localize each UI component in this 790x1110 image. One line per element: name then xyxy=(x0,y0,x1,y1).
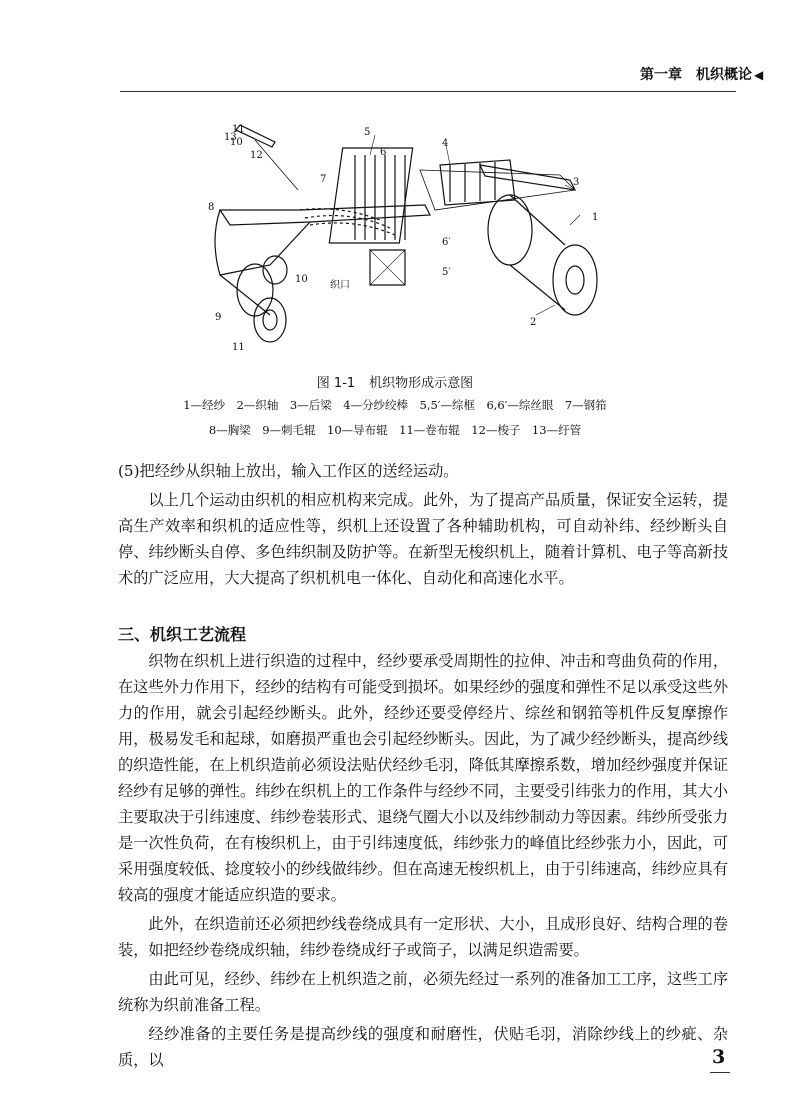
paragraph: 由此可见，经纱、纬纱在上机织造之前，必须先经过一系列的准备加工工序，这些工序统称为织前准备工程。 xyxy=(118,970,728,1014)
figure-label: 13 xyxy=(224,132,237,143)
figure-label: 1 xyxy=(592,212,599,223)
paragraph: 织物在织机上进行织造的过程中，经纱要承受周期性的拉伸、冲击和弯曲负荷的作用，在这些外力作用下，经纱的结构有可能受到损坏。如果经纱的强度和弹性不足以承受这些外力的作用，就会引起经纱断头。此外，经纱还要受停经片、综丝和钢筘等机件反复摩擦作用，极易发毛和起球，如磨损严重也会引起经纱断头。因此，为了减少经纱断头，提高纱线的织造性能，在上机织造前必须设法贴伏经纱毛羽，降低其摩擦系数，增加经纱强度并保证经纱有足够的弹性。纬纱在织机上的工作条件与经纱不同，主要受引纬张力的作用，其大小主要取决于引纬速度、纬纱卷装形式、退绕气圈大小以及纬纱制动力等因素。纬纱所受张力是一次性负荷，在有梭织机上，由于引纬速度低，纬纱张力的峰值比经纱张力小，因此，可采用强度较低、捻度较小的纱线做纬纱。但在高速无梭织机上，由于引纬速高，纬纱应具有较高的强度才能适应织造的要求。 xyxy=(118,652,728,904)
page-number-rule xyxy=(710,1072,730,1073)
figure-label: 5 xyxy=(364,127,371,138)
figure-label: 11 xyxy=(232,342,245,353)
paragraph: (5)把经纱从织轴上放出，输入工作区的送经运动。 xyxy=(118,462,459,480)
figure-label: 11 xyxy=(232,124,245,135)
figure-legend-line-1: 1—经纱 2—织轴 3—后梁 4—分纱绞棒 5,5′—综框 6,6′—综丝眼 7—钢筘 xyxy=(183,398,607,412)
figure-label: 10 xyxy=(230,137,243,148)
warp-beam xyxy=(488,195,597,315)
paragraph: 经纱准备的主要任务是提高纱线的强度和耐磨性，伏贴毛羽，消除纱线上的纱疵、杂质，以 xyxy=(118,1025,728,1069)
paragraph: 以上几个运动由织机的相应机构来完成。此外，为了提高产品质量，保证安全运转，提高生产效率和织机的适应性等，织机上还设置了各种辅助机构，可自动补纬、经纱断头自停、纬纱断头自停、多色纬织制及防护等。在新型无梭织机上，随着计算机、电子等高新技术的广泛应用，大大提高了织机机电一体化、自动化和高速化水平。 xyxy=(118,491,728,587)
figure-label: 6′ xyxy=(442,237,451,248)
figure-label: 10 xyxy=(295,274,308,285)
lease-rods xyxy=(440,160,515,205)
figure-label: 9 xyxy=(215,312,222,323)
paragraph: 此外，在织造前还必须把纱线卷绕成具有一定形状、大小，且成形良好、结构合理的卷装，如把经纱卷绕成织轴，纬纱卷绕成纡子或筒子，以满足织造需要。 xyxy=(118,915,728,959)
section-title: 三、机织工艺流程 xyxy=(118,625,247,644)
caption-label: 图 1-1 xyxy=(316,376,356,391)
figure-label: 3 xyxy=(573,177,580,188)
body-top xyxy=(118,458,728,594)
figure-legend-line-2: 8—胸梁 9—刺毛辊 10—导布辊 11—卷布辊 12—梭子 13—纡管 xyxy=(208,423,582,437)
figure-label: 5′ xyxy=(442,267,451,278)
figure-label: 8 xyxy=(208,202,215,213)
woven-cloth xyxy=(215,210,310,275)
heald-frame-5 xyxy=(329,148,412,243)
figure-label: 12 xyxy=(250,150,263,161)
header-rule xyxy=(120,91,736,92)
loom-diagram xyxy=(180,110,620,360)
page-number: 3 xyxy=(712,1046,726,1068)
figure-label: 4 xyxy=(442,138,449,149)
body-section xyxy=(118,648,728,1076)
figure-label: 2 xyxy=(530,317,537,328)
weave-point-label: 织口 xyxy=(330,280,350,291)
figure-caption xyxy=(0,372,790,391)
caption-title: 机织物形成示意图 xyxy=(369,376,474,391)
running-header xyxy=(640,64,763,84)
figure-label: 6 xyxy=(380,147,387,158)
back-rest xyxy=(480,165,575,190)
chapter-title: 第一章 机织概论 xyxy=(640,67,752,83)
figure-label: 7 xyxy=(320,174,327,185)
breast-beam xyxy=(220,205,430,225)
header-marker-icon: ◀ xyxy=(754,68,764,82)
